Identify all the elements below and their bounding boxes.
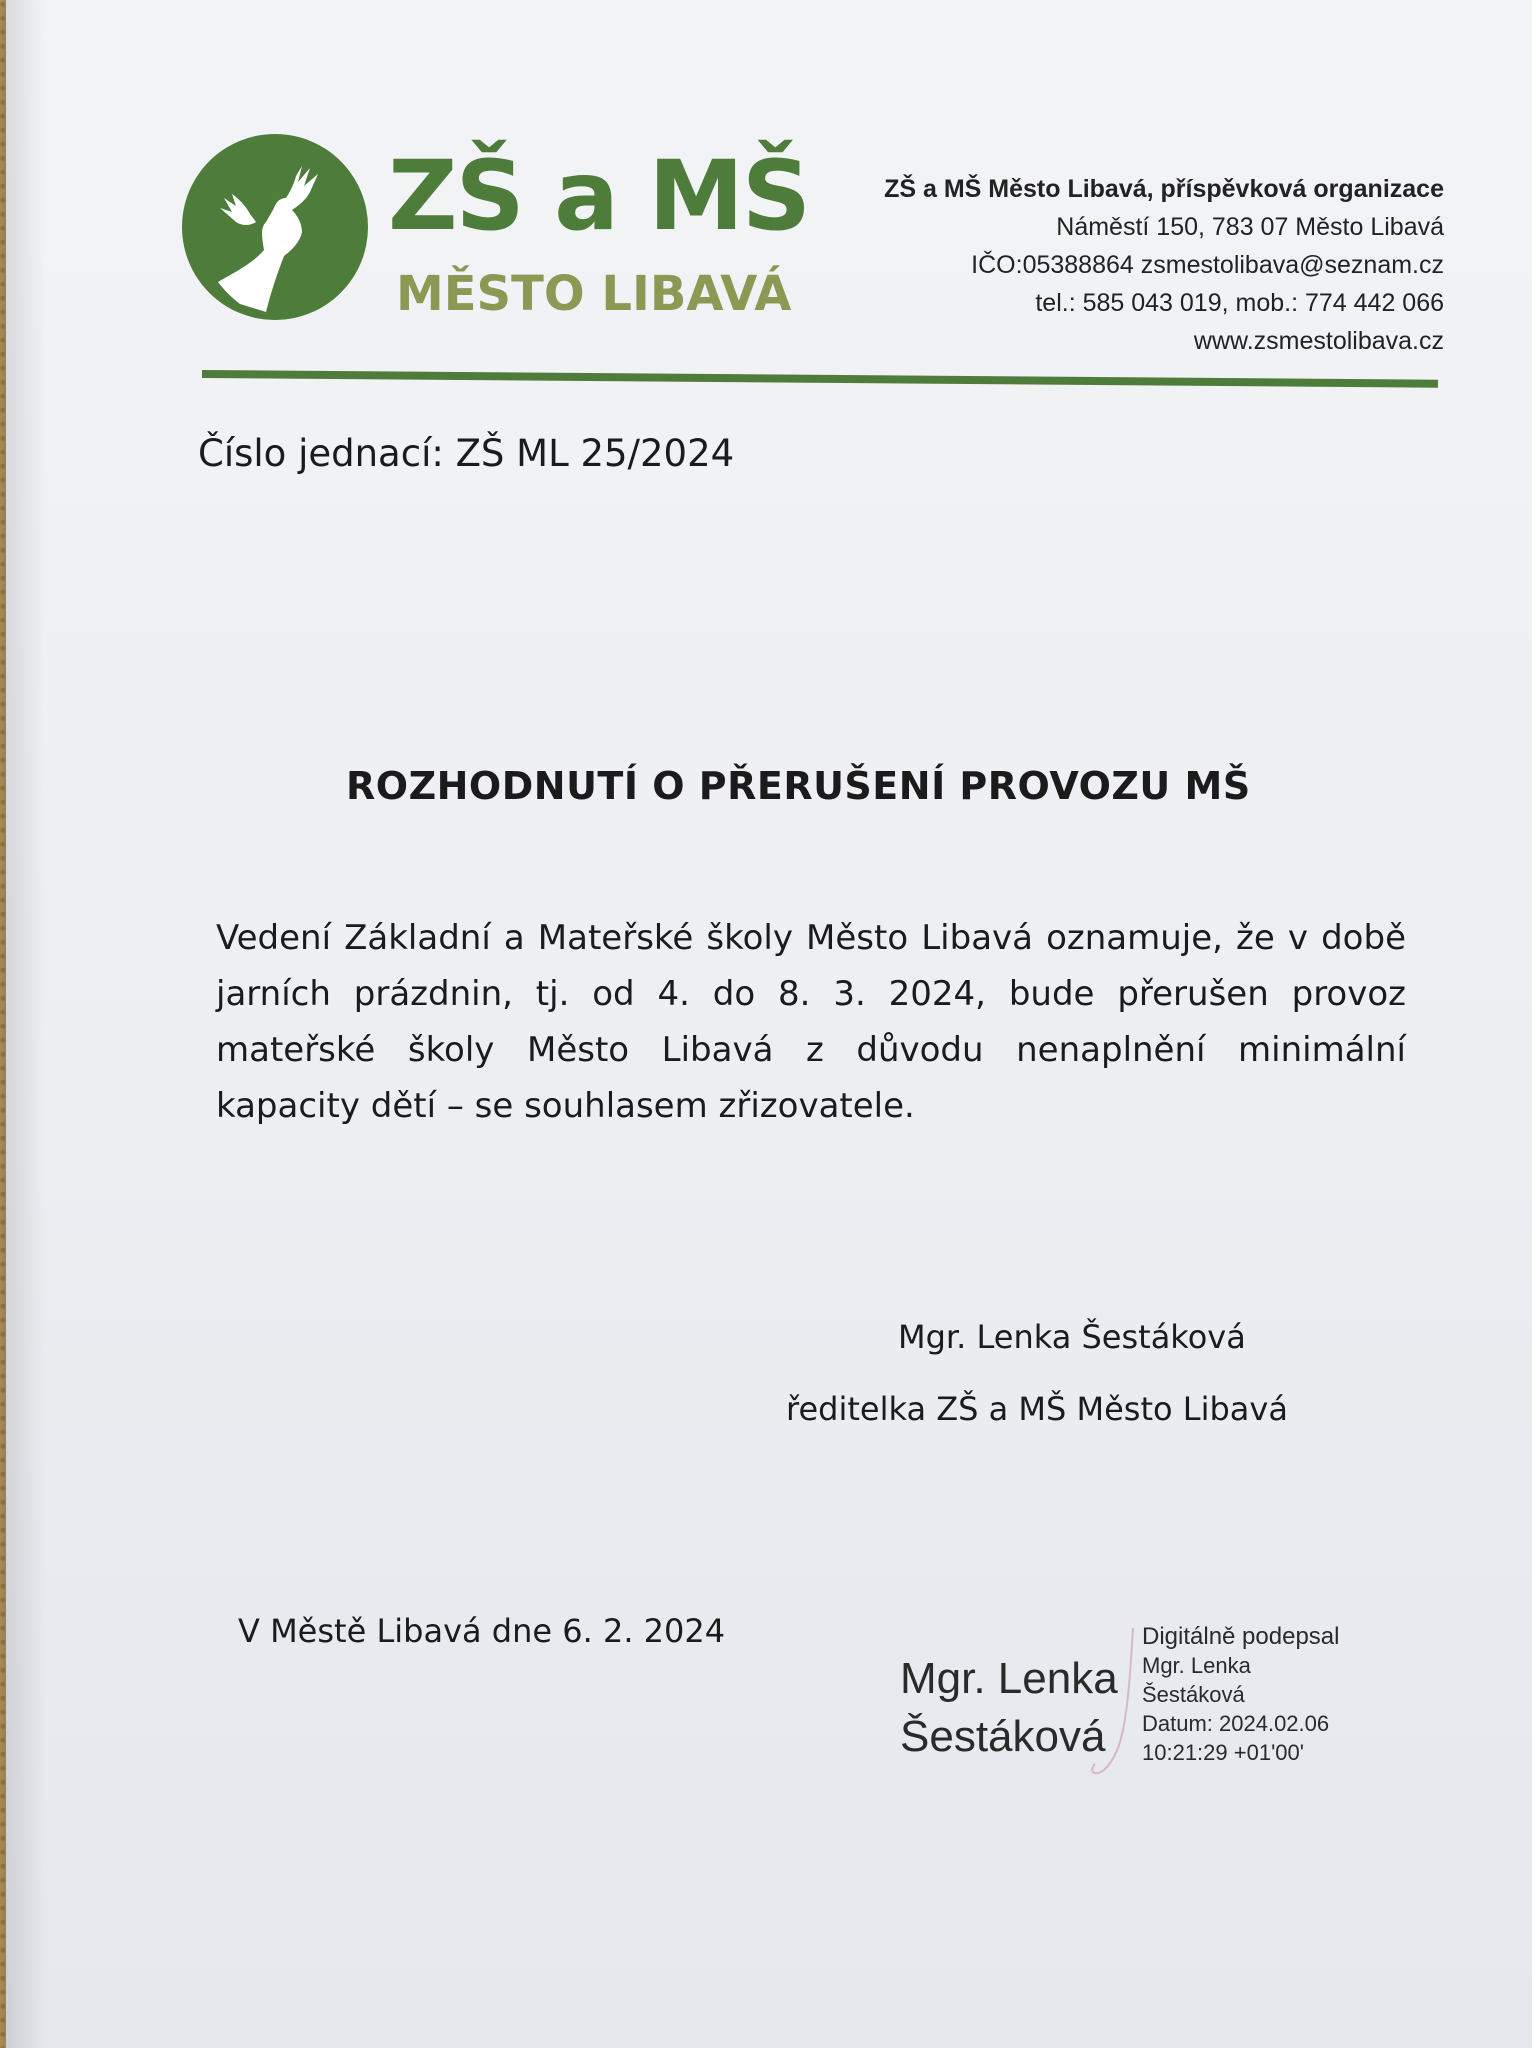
digital-signature-line: Mgr. Lenka <box>1142 1653 1251 1678</box>
logo-subtitle: MĚSTO LIBAVÁ <box>396 266 792 322</box>
signatory-role: ředitelka ZŠ a MŠ Město Libavá <box>786 1390 1288 1428</box>
letter-page <box>6 0 1532 2048</box>
header-divider <box>202 370 1438 388</box>
document-title: ROZHODNUTÍ O PŘERUŠENÍ PROVOZU MŠ <box>346 764 1251 808</box>
digital-signature-name-line: Šestáková <box>900 1712 1106 1761</box>
organization-id-email: IČO:05388864 zsmestolibava@seznam.cz <box>971 251 1444 279</box>
logo-title: ZŠ a MŠ <box>388 140 810 252</box>
signatory-name: Mgr. Lenka Šestáková <box>898 1318 1246 1356</box>
digital-signature-info <box>1142 1622 1402 1767</box>
organization-website: www.zsmestolibava.cz <box>1193 327 1444 355</box>
digital-signature-time: 10:21:29 +01'00' <box>1142 1740 1304 1765</box>
organization-name: ZŠ a MŠ Město Libavá, příspěvková organizace <box>884 175 1444 203</box>
digital-signature-line: Digitálně podepsal <box>1142 1623 1340 1650</box>
reference-number: Číslo jednací: ZŠ ML 25/2024 <box>198 432 735 475</box>
deer-head-icon <box>180 132 370 322</box>
page-shadow <box>6 0 46 2048</box>
digital-signature-name-line: Mgr. Lenka <box>900 1654 1118 1703</box>
organization-address: Náměstí 150, 783 07 Město Libavá <box>1056 213 1444 241</box>
digital-signature-line: Šestáková <box>1142 1682 1245 1707</box>
body-paragraph: Vedení Základní a Mateřské školy Město Libavá oznamuje, že v době jarních prázdnin, tj. od 4. do 8. 3. 2024, bude přerušen provoz mateřské školy Město Libavá z důvodu nenaplnění minimální kapacity dětí – se souhlasem zřizovatele. <box>216 918 1406 1126</box>
organization-phone: tel.: 585 043 019, mob.: 774 442 066 <box>1035 289 1444 317</box>
place-and-date: V Městě Libavá dne 6. 2. 2024 <box>238 1612 726 1650</box>
digital-signature-date: Datum: 2024.02.06 <box>1142 1711 1330 1736</box>
organization-details <box>744 170 1444 360</box>
